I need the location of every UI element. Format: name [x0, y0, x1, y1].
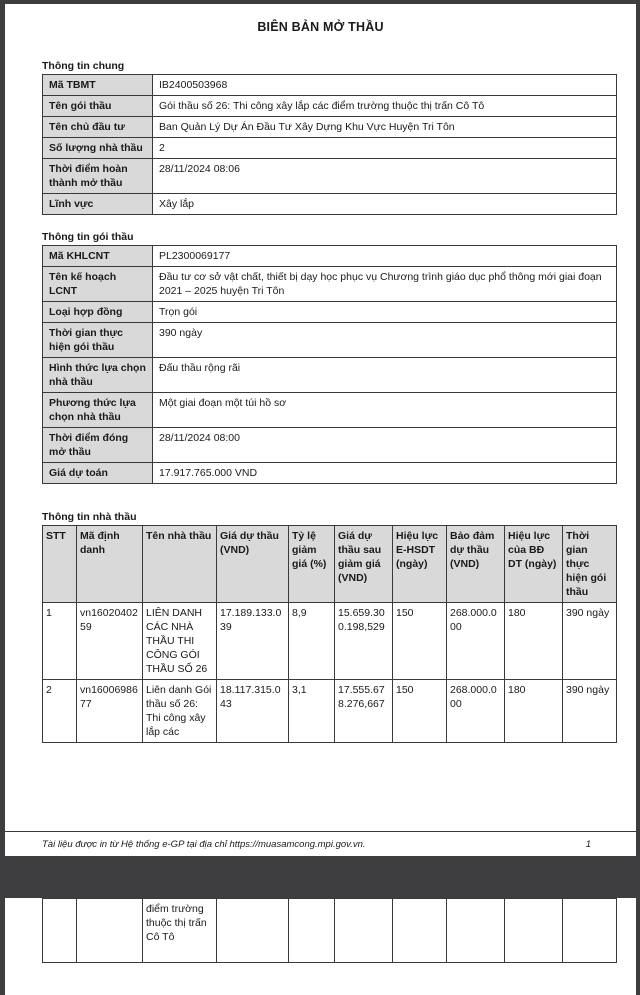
row-value: Ban Quản Lý Dự Án Đầu Tư Xây Dựng Khu Vực Huyện Tri Tôn [153, 117, 617, 138]
row-label: Loại hợp đồng [43, 302, 153, 323]
cell-thoi-gian-thuc-hien: 390 ngày [563, 603, 617, 680]
cell-bao-dam-du-thau: 268.000.000 [447, 603, 505, 680]
column-header: Mã định danh [77, 526, 143, 603]
row-value: Đấu thầu rộng rãi [153, 358, 617, 393]
package-info-table [42, 245, 617, 484]
cell-gia-du-thau [217, 899, 289, 963]
cell-hieu-luc-ehsdt: 150 [393, 680, 447, 743]
column-header: Hiệu lực E-HSDT (ngày) [393, 526, 447, 603]
cell-ty-le-giam-gia: 3,1 [289, 680, 335, 743]
cell-ten-nha-thau: Liên danh Gói thầu số 26: Thi công xây lắp các [143, 680, 217, 743]
general-info-table [42, 74, 617, 215]
table-row [43, 428, 617, 463]
table-row [43, 393, 617, 428]
cell-ty-le-giam-gia: 8,9 [289, 603, 335, 680]
column-header: Hiệu lực của BĐ DT (ngày) [505, 526, 563, 603]
row-value: 28/11/2024 08:00 [153, 428, 617, 463]
cell-bao-dam-du-thau: 268.000.000 [447, 680, 505, 743]
table-row [43, 117, 617, 138]
row-value: Gói thầu số 26: Thi công xây lắp các điểm trường thuộc thị trấn Cô Tô [153, 96, 617, 117]
cell-hieu-luc-bddt: 180 [505, 680, 563, 743]
cell-bao-dam-du-thau [447, 899, 505, 963]
row-label: Hình thức lựa chọn nhà thầu [43, 358, 153, 393]
pdf-page-1 [5, 4, 636, 856]
column-header: Tỷ lệ giảm giá (%) [289, 526, 335, 603]
row-value: 390 ngày [153, 323, 617, 358]
row-label: Tên kế hoạch LCNT [43, 267, 153, 302]
cell-thoi-gian-thuc-hien: 390 ngày [563, 680, 617, 743]
cell-gia-sau-giam-gia [335, 899, 393, 963]
pdf-page-2 [5, 898, 636, 995]
cell-ma-dinh-danh [77, 899, 143, 963]
cell-hieu-luc-ehsdt [393, 899, 447, 963]
section-heading-package: Thông tin gói thầu [42, 231, 134, 243]
cell-hieu-luc-bddt: 180 [505, 603, 563, 680]
row-label: Thời gian thực hiện gói thầu [43, 323, 153, 358]
contractors-header-row [43, 526, 617, 603]
contractors-table-continued [42, 898, 617, 963]
row-label: Tên chủ đầu tư [43, 117, 153, 138]
row-label: Mã KHLCNT [43, 246, 153, 267]
cell-stt: 1 [43, 603, 77, 680]
cell-ma-dinh-danh: vn1600698677 [77, 680, 143, 743]
column-header: Thời gian thực hiện gói thầu [563, 526, 617, 603]
row-value: 28/11/2024 08:06 [153, 159, 617, 194]
page-footer [5, 831, 636, 850]
row-value: PL2300069177 [153, 246, 617, 267]
row-value: IB2400503968 [153, 75, 617, 96]
row-label: Lĩnh vực [43, 194, 153, 215]
column-header: STT [43, 526, 77, 603]
row-value: Trọn gói [153, 302, 617, 323]
column-header: Tên nhà thầu [143, 526, 217, 603]
row-label: Giá dự toán [43, 463, 153, 484]
table-row [43, 96, 617, 117]
cell-hieu-luc-bddt [505, 899, 563, 963]
footer-divider [5, 831, 636, 832]
cell-thoi-gian-thuc-hien [563, 899, 617, 963]
row-value: Đầu tư cơ sở vật chất, thiết bị dạy học phục vụ Chương trình giáo dục phổ thông mới giai đoạn 2021 – 2025 huyện Tri Tôn [153, 267, 617, 302]
section-heading-contractors: Thông tin nhà thầu [42, 511, 137, 523]
row-label: Phương thức lựa chọn nhà thầu [43, 393, 153, 428]
row-value: 17.917.765.000 VND [153, 463, 617, 484]
column-header: Bảo đảm dự thầu (VND) [447, 526, 505, 603]
cell-gia-sau-giam-gia: 17.555.678.276,667 [335, 680, 393, 743]
cell-ty-le-giam-gia [289, 899, 335, 963]
row-label: Tên gói thầu [43, 96, 153, 117]
table-row [43, 159, 617, 194]
column-header: Giá dự thầu (VND) [217, 526, 289, 603]
contractors-table [42, 525, 617, 743]
cell-stt [43, 899, 77, 963]
cell-gia-sau-giam-gia: 15.659.300.198,529 [335, 603, 393, 680]
section-heading-general: Thông tin chung [42, 60, 125, 72]
column-header: Giá dự thầu sau giảm giá (VND) [335, 526, 393, 603]
contractor-row-continued [43, 899, 617, 963]
row-value: Một giai đoạn một túi hồ sơ [153, 393, 617, 428]
row-label: Số lượng nhà thầu [43, 138, 153, 159]
table-row [43, 138, 617, 159]
table-row [43, 463, 617, 484]
row-label: Thời điểm đóng mở thầu [43, 428, 153, 463]
cell-ten-nha-thau: điểm trường thuộc thị trấn Cô Tô [143, 899, 217, 963]
footer-note: Tài liệu được in từ Hệ thống e-GP tại địa chỉ https://muasamcong.mpi.gov.vn. [42, 839, 366, 850]
page-number: 1 [585, 839, 591, 850]
table-row [43, 194, 617, 215]
table-row [43, 75, 617, 96]
row-value: Xây lắp [153, 194, 617, 215]
table-row [43, 246, 617, 267]
row-value: 2 [153, 138, 617, 159]
row-label: Mã TBMT [43, 75, 153, 96]
table-row [43, 302, 617, 323]
table-row [43, 358, 617, 393]
contractor-row [43, 603, 617, 680]
table-row [43, 267, 617, 302]
cell-stt: 2 [43, 680, 77, 743]
cell-ma-dinh-danh: vn1602040259 [77, 603, 143, 680]
cell-gia-du-thau: 17.189.133.039 [217, 603, 289, 680]
row-label: Thời điểm hoàn thành mở thầu [43, 159, 153, 194]
cell-hieu-luc-ehsdt: 150 [393, 603, 447, 680]
table-row [43, 323, 617, 358]
document-title: BIÊN BẢN MỞ THẦU [257, 20, 384, 34]
contractor-row [43, 680, 617, 743]
cell-gia-du-thau: 18.117.315.043 [217, 680, 289, 743]
cell-ten-nha-thau: LIÊN DANH CÁC NHÀ THẦU THI CÔNG GÓI THẦU SỐ 26 [143, 603, 217, 680]
